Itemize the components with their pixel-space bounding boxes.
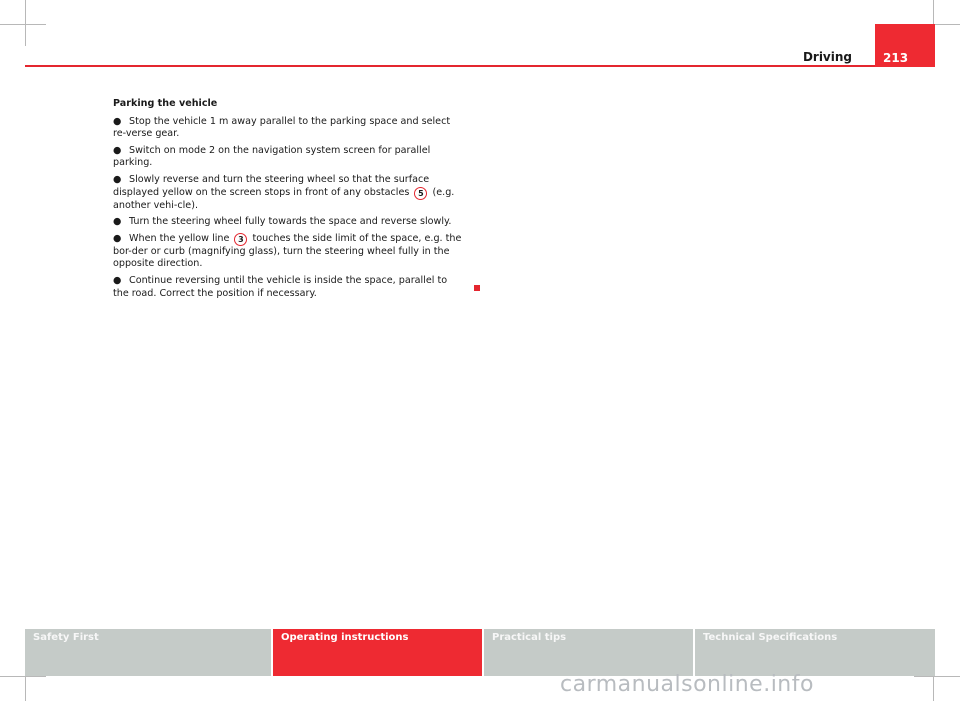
list-item <box>113 174 465 212</box>
page-number: 213 <box>875 24 935 67</box>
tab-practical-tips[interactable] <box>484 629 693 676</box>
list-item <box>113 233 465 271</box>
tab-label: Safety First <box>33 632 99 643</box>
crop-mark <box>914 676 960 677</box>
tab-operating-instructions[interactable] <box>273 629 482 676</box>
section-heading: Parking the vehicle <box>113 98 218 109</box>
list-item <box>113 116 465 141</box>
tab-label: Operating instructions <box>281 632 409 643</box>
list-item-text: touches the side limit of the space, e.g. the bor-der or curb (magnifying glass), turn the steering wheel fully in the opposite direction. <box>113 232 462 270</box>
bullet-icon: ● <box>113 274 122 286</box>
list-item-text: Slowly reverse and turn the steering wheel so that the surface displayed yellow on the screen stops in front of any obstacles <box>113 173 430 198</box>
section-end-icon <box>474 285 480 291</box>
bullet-icon: ● <box>113 216 122 228</box>
section-title: Driving <box>802 50 852 64</box>
list-item-text: Stop the vehicle 1 m away parallel to the parking space and select re-verse gear. <box>113 115 451 140</box>
tab-safety-first[interactable] <box>25 629 271 676</box>
watermark: carmanualsonline.info <box>560 672 814 697</box>
list-item-text: Turn the steering wheel fully towards the space and reverse slowly. <box>129 216 452 228</box>
main-content <box>113 98 465 304</box>
figure-reference: 3 <box>234 233 247 246</box>
list-item <box>113 216 465 229</box>
tab-technical-specifications[interactable] <box>695 629 935 676</box>
list-item-text: Continue reversing until the vehicle is inside the space, parallel to the road. Correct the position if necessary. <box>113 274 448 299</box>
list-item <box>113 275 465 300</box>
crop-mark <box>0 24 46 25</box>
crop-mark <box>0 676 46 677</box>
list-item-text: (e.g. another vehi-cle). <box>113 186 455 211</box>
tab-label: Practical tips <box>492 632 567 643</box>
tab-label: Technical Specifications <box>703 632 838 643</box>
list-item-text: Switch on mode 2 on the navigation system screen for parallel parking. <box>113 144 431 169</box>
bullet-icon: ● <box>113 232 122 244</box>
list-item <box>113 145 465 170</box>
figure-reference: 5 <box>414 187 427 200</box>
list-item-text: When the yellow line <box>129 232 230 244</box>
bullet-icon: ● <box>113 173 122 185</box>
bullet-icon: ● <box>113 115 122 127</box>
crop-mark <box>25 0 26 46</box>
bullet-icon: ● <box>113 144 122 156</box>
header-rule <box>25 65 935 67</box>
